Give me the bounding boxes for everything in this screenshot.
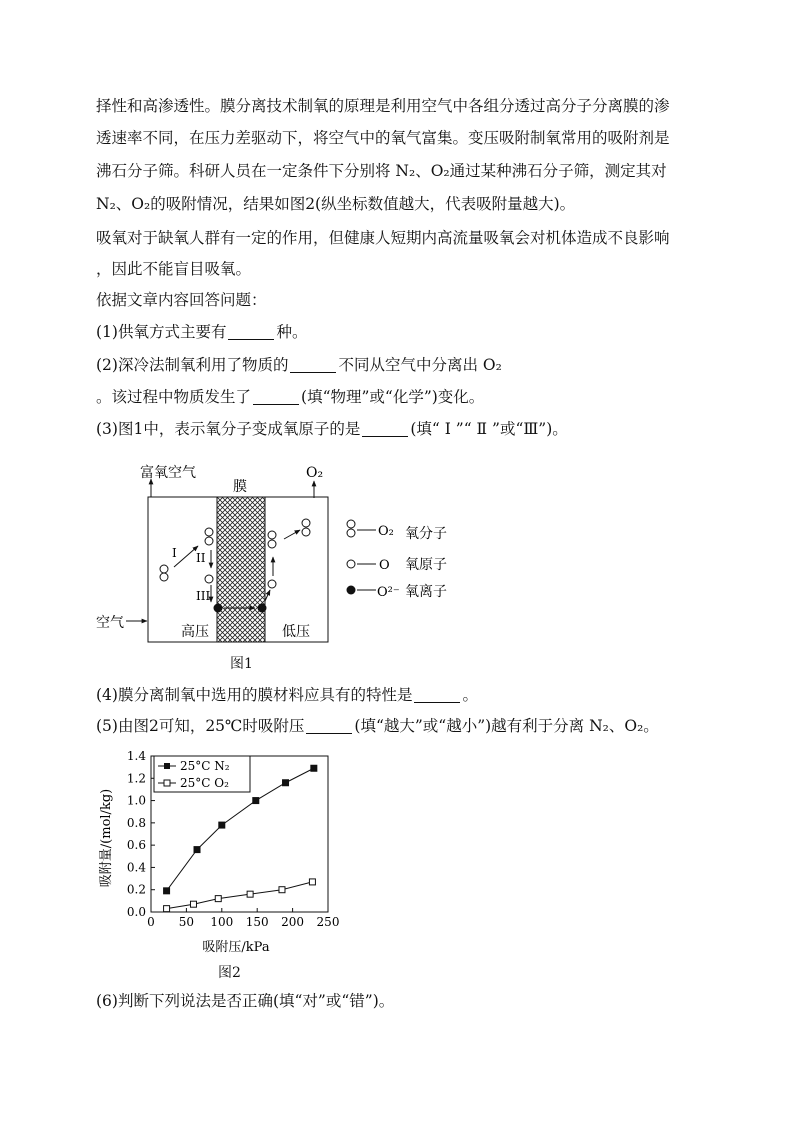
o2-molecule-atom bbox=[160, 573, 168, 581]
question-4 bbox=[96, 684, 478, 706]
paragraph-line: 吸氧对于缺氧人群有一定的作用，但健康人短期内高流量吸氧会对机体造成不良影响 bbox=[96, 229, 670, 247]
answer-blank[interactable] bbox=[290, 356, 336, 373]
legend-o2-icon bbox=[347, 520, 355, 528]
label-low-pressure: 低压 bbox=[282, 624, 310, 640]
arrow-step-I bbox=[174, 546, 198, 567]
paragraph-line: N₂、O₂的吸附情况，结果如图2(纵坐标数值越大，代表吸附量越大)。 bbox=[96, 195, 576, 213]
q5-text-b: (填“越大”或“越小”)越有利于分离 N₂、O₂。 bbox=[354, 717, 659, 735]
o2-molecule-atom bbox=[160, 565, 168, 573]
paragraph-line: 沸石分子筛。科研人员在一定条件下分别将 N₂、O₂通过某种沸石分子筛，测定其对 bbox=[96, 162, 667, 180]
n2-data-point bbox=[283, 780, 289, 786]
intro-line: 依据文章内容回答问题： bbox=[96, 291, 267, 309]
paragraph-line: 透速率不同，在压力差驱动下，将空气中的氧气富集。变压吸附制氧常用的吸附剂是 bbox=[96, 129, 670, 147]
figure-2-chart bbox=[96, 748, 346, 958]
answer-blank[interactable] bbox=[253, 388, 299, 405]
q1-text-b: 种。 bbox=[276, 323, 308, 341]
o2-molecule-atom bbox=[268, 531, 276, 539]
ion-to-atom-arrow bbox=[265, 590, 270, 601]
q4-text-b: 。 bbox=[462, 686, 478, 704]
legend-o2-name: 氧分子 bbox=[405, 526, 447, 542]
figure-1-diagram bbox=[90, 455, 490, 675]
paragraph-line: 择性和高渗透性。膜分离技术制氧的原理是利用空气中各组分透过高分子分离膜的渗 bbox=[96, 97, 670, 115]
paragraph-line: ，因此不能盲目吸氧。 bbox=[96, 260, 252, 278]
o2-data-point bbox=[279, 887, 285, 893]
o2-data-point bbox=[247, 891, 253, 897]
n2-data-point bbox=[253, 798, 259, 804]
series-o2-line bbox=[167, 882, 313, 909]
o2-molecule-atom bbox=[302, 519, 310, 527]
label-air: 空气 bbox=[96, 615, 124, 631]
step-label-III: III bbox=[196, 589, 211, 603]
n2-data-point bbox=[219, 822, 225, 828]
q2-text-c: 。该过程中物质发生了 bbox=[96, 388, 252, 406]
q3-text-b: (填“ Ⅰ ”“ Ⅱ ”或“Ⅲ”)。 bbox=[410, 420, 568, 438]
n2-data-point bbox=[311, 765, 317, 771]
legend-o2-marker bbox=[164, 780, 170, 786]
label-o2-out: O₂ bbox=[306, 465, 324, 481]
figure-1-caption: 图1 bbox=[230, 656, 253, 672]
label-membrane: 膜 bbox=[233, 479, 247, 495]
answer-blank[interactable] bbox=[228, 323, 274, 340]
q2-text-b: 不同从空气中分离出 O₂ bbox=[338, 356, 502, 374]
y-tick-label: 0.4 bbox=[126, 860, 146, 875]
y-axis-label: 吸附量/(mol/kg) bbox=[99, 788, 114, 888]
figure-2-caption: 图2 bbox=[218, 965, 241, 981]
legend-n2-marker bbox=[164, 763, 170, 769]
y-tick-label: 1.0 bbox=[126, 793, 146, 808]
x-tick-label: 100 bbox=[210, 915, 234, 929]
x-axis-label: 吸附压/kPa bbox=[202, 940, 270, 955]
question-2-cont bbox=[96, 386, 484, 408]
o2-data-point bbox=[190, 901, 196, 907]
legend-o-name: 氧原子 bbox=[405, 557, 447, 573]
legend-n2-label: 25°C N₂ bbox=[180, 759, 230, 773]
answer-blank[interactable] bbox=[414, 686, 460, 703]
o2-data-point bbox=[164, 906, 170, 912]
question-6: (6)判断下列说法是否正确(填“对”或“错”)。 bbox=[96, 992, 395, 1010]
legend-oxide-symbol: O²⁻ bbox=[377, 585, 400, 600]
label-high-pressure: 高压 bbox=[181, 624, 209, 640]
question-2 bbox=[96, 354, 502, 376]
q1-text-a: (1)供氧方式主要有 bbox=[96, 323, 227, 341]
y-tick-label: 0.8 bbox=[126, 815, 146, 830]
x-tick-label: 150 bbox=[245, 915, 269, 929]
answer-blank[interactable] bbox=[306, 717, 352, 734]
o-atom bbox=[205, 575, 213, 583]
o2-data-point bbox=[309, 879, 315, 885]
legend-o-symbol: O bbox=[379, 558, 390, 573]
step-label-II: II bbox=[196, 551, 206, 565]
question-5 bbox=[96, 715, 659, 737]
x-tick-label: 200 bbox=[281, 915, 305, 929]
y-tick-label: 0.0 bbox=[126, 905, 146, 919]
oxide-ion bbox=[258, 604, 267, 613]
q3-text-a: (3)图1中，表示氧分子变成氧原子的是 bbox=[96, 420, 361, 438]
legend-oxide-icon bbox=[347, 586, 356, 595]
x-tick-label: 0 bbox=[147, 915, 155, 929]
o2-molecule-atom bbox=[302, 528, 310, 536]
o-atom bbox=[268, 580, 276, 588]
y-tick-label: 1.2 bbox=[126, 771, 146, 786]
legend-oxide-name: 氧离子 bbox=[405, 584, 447, 600]
molecule-out-arrow bbox=[284, 530, 300, 539]
x-tick-label: 250 bbox=[316, 915, 340, 929]
q2-text-d: (填“物理”或“化学”)变化。 bbox=[301, 388, 485, 406]
question-3 bbox=[96, 418, 568, 440]
o2-data-point bbox=[215, 896, 221, 902]
q2-text-a: (2)深冷法制氧利用了物质的 bbox=[96, 356, 289, 374]
y-tick-label: 0.6 bbox=[126, 838, 146, 853]
o2-molecule-atom bbox=[205, 528, 213, 536]
q5-text-a: (5)由图2可知，25℃时吸附压 bbox=[96, 717, 305, 735]
membrane bbox=[217, 497, 265, 642]
o2-molecule-atom bbox=[268, 540, 276, 548]
answer-blank[interactable] bbox=[362, 420, 408, 437]
y-tick-label: 1.4 bbox=[126, 749, 146, 763]
chart-legend bbox=[154, 756, 250, 792]
legend-o2-symbol: O₂ bbox=[378, 524, 394, 539]
y-tick-label: 0.2 bbox=[126, 882, 146, 897]
step-label-I: I bbox=[172, 546, 177, 560]
x-tick-label: 50 bbox=[178, 915, 195, 929]
figure-1-legend bbox=[347, 520, 448, 600]
n2-data-point bbox=[194, 847, 200, 853]
legend-o2-label: 25°C O₂ bbox=[180, 776, 229, 790]
oxide-ion bbox=[214, 604, 223, 613]
label-enriched-air: 富氧空气 bbox=[140, 465, 196, 481]
legend-o2-icon bbox=[347, 529, 355, 537]
o2-molecule-atom bbox=[205, 537, 213, 545]
question-1 bbox=[96, 321, 307, 343]
n2-data-point bbox=[164, 888, 170, 894]
legend-o-icon bbox=[347, 560, 355, 568]
q4-text-a: (4)膜分离制氧中选用的膜材料应具有的特性是 bbox=[96, 686, 413, 704]
